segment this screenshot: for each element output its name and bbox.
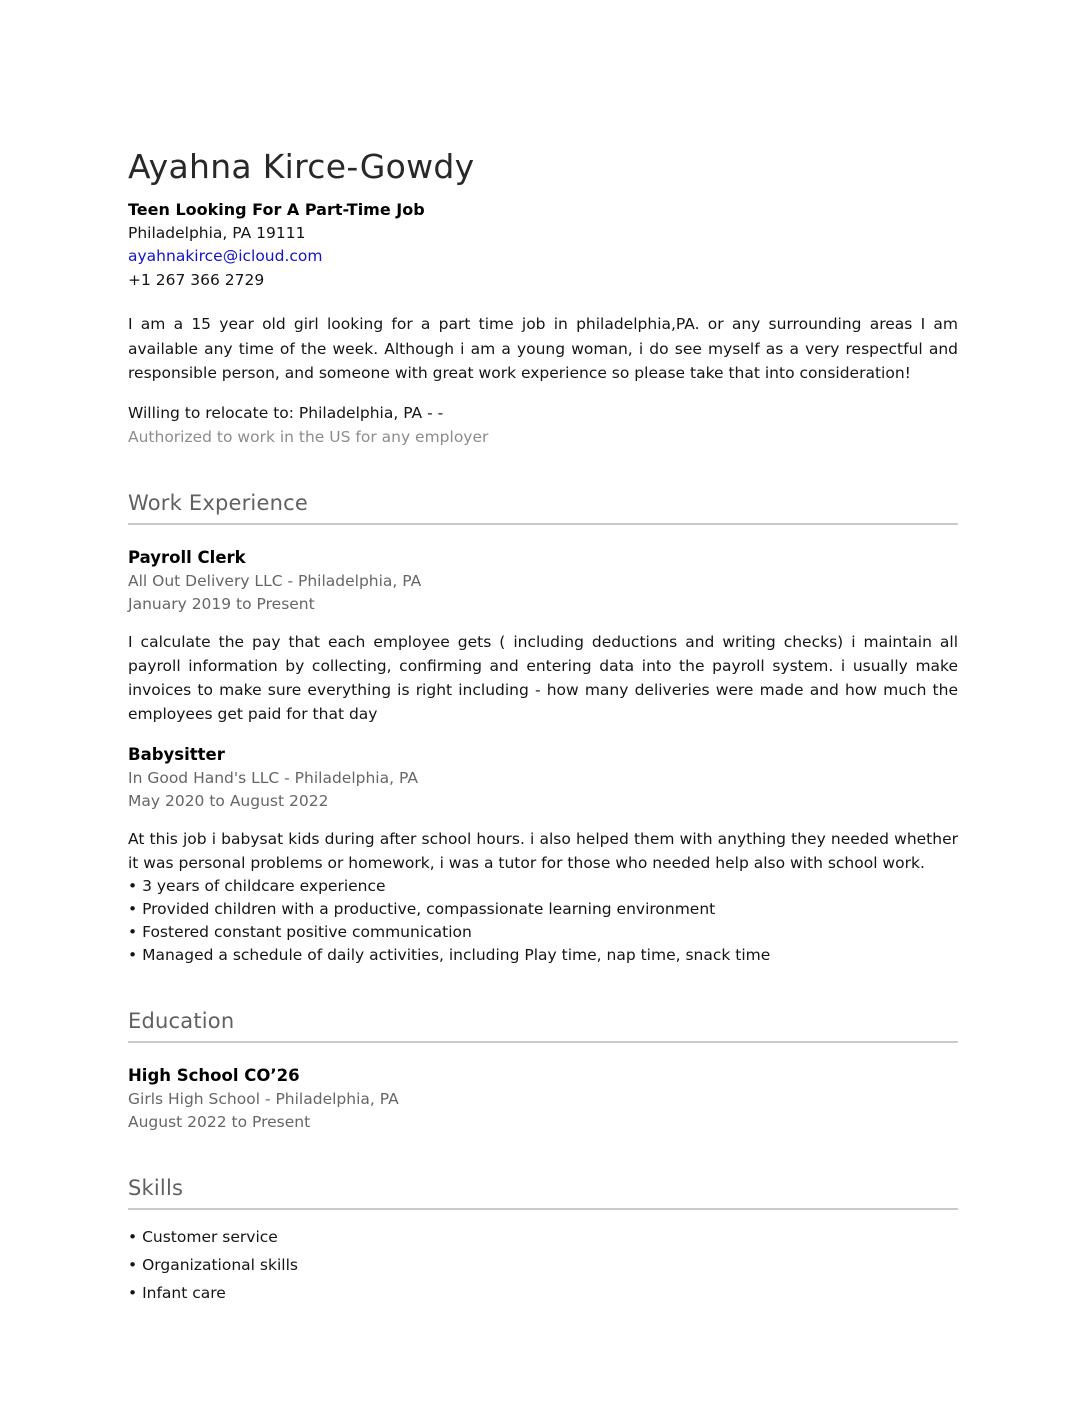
- relocation-line: Willing to relocate to: Philadelphia, PA - -: [128, 403, 444, 422]
- job-company: In Good Hand's LLC - Philadelphia, PA: [128, 768, 418, 787]
- section-title-skills: Skills: [128, 1175, 184, 1200]
- section-divider: [128, 523, 958, 525]
- email-link[interactable]: ayahnakirce@icloud.com: [128, 247, 323, 265]
- job-entry-payroll-clerk: [128, 546, 958, 726]
- candidate-phone: +1 267 366 2729: [128, 270, 265, 289]
- section-title-education: Education: [128, 1008, 235, 1033]
- education-dates: August 2022 to Present: [128, 1112, 311, 1131]
- section-title-work-experience: Work Experience: [128, 490, 308, 515]
- section-divider: [128, 1208, 958, 1210]
- job-title: Payroll Clerk: [128, 547, 246, 567]
- job-bullet: • Fostered constant positive communication: [128, 921, 958, 944]
- job-bullet-list: [128, 875, 958, 967]
- work-experience-section: [128, 489, 958, 967]
- summary-paragraph: I am a 15 year old girl looking for a part time job in philadelphia,PA. or any surrounding areas I am available any time of the week. Although i am a young woman, i do see myself as a very respectful and responsible person, and someone with great work experience so please take that into consideration!: [128, 315, 958, 382]
- authorization-line: Authorized to work in the US for any employer: [128, 427, 489, 446]
- candidate-name: Ayahna Kirce-Gowdy: [128, 147, 475, 186]
- education-school: Girls High School - Philadelphia, PA: [128, 1089, 399, 1108]
- job-bullet: • 3 years of childcare experience: [128, 875, 958, 898]
- job-description: At this job i babysat kids during after school hours. i also helped them with anything they needed whether it was personal problems or homework, i was a tutor for those who needed help also with school work.: [128, 829, 958, 872]
- candidate-location: Philadelphia, PA 19111: [128, 223, 306, 242]
- job-bullet: • Managed a schedule of daily activities, including Play time, nap time, snack time: [128, 944, 958, 967]
- education-degree: High School CO’26: [128, 1065, 300, 1085]
- skills-list: [128, 1226, 958, 1305]
- job-entry-babysitter: [128, 743, 958, 967]
- skill-item: • Organizational skills: [128, 1254, 958, 1277]
- job-description: I calculate the pay that each employee gets ( including deductions and writing checks) i maintain all payroll information by collecting, confirming and entering data into the payroll system. i usually make invoices to make sure everything is right including - how many deliveries were made and how much the employees get paid for that day: [128, 632, 958, 723]
- candidate-headline: Teen Looking For A Part-Time Job: [128, 200, 425, 219]
- skill-item: • Infant care: [128, 1282, 958, 1305]
- education-section: [128, 1007, 958, 1134]
- job-dates: May 2020 to August 2022: [128, 791, 329, 810]
- job-dates: January 2019 to Present: [128, 594, 315, 613]
- section-divider: [128, 1041, 958, 1043]
- job-bullet: • Provided children with a productive, compassionate learning environment: [128, 898, 958, 921]
- skill-item: • Customer service: [128, 1226, 958, 1249]
- job-company: All Out Delivery LLC - Philadelphia, PA: [128, 571, 422, 590]
- job-title: Babysitter: [128, 744, 225, 764]
- education-entry: [128, 1064, 958, 1134]
- skills-section: [128, 1174, 958, 1305]
